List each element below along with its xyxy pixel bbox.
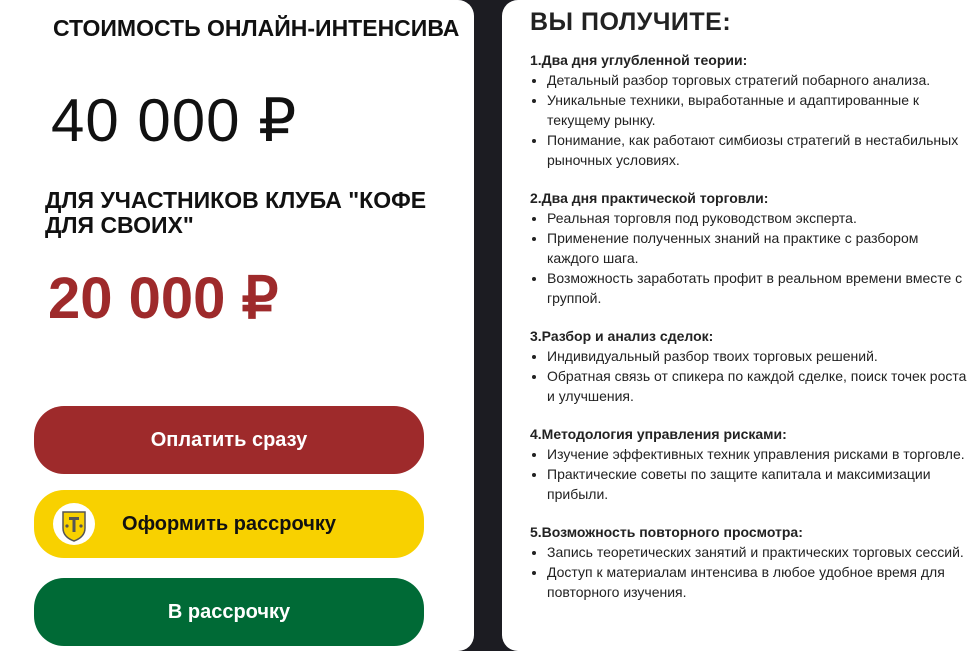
installment-label: В рассрочку <box>167 600 291 623</box>
benefit-section <box>530 326 970 406</box>
benefits-title: ВЫ ПОЛУЧИТЕ: <box>530 8 732 36</box>
benefit-bullet-list <box>530 346 970 406</box>
benefit-section <box>530 522 970 602</box>
installment-button[interactable] <box>34 578 424 646</box>
benefit-item: • Доступ к материалам интенсива в любое удобное время для повторного изучения. <box>547 562 970 602</box>
benefit-item: • Применение полученных знаний на практике с разбором каждого шага. <box>547 228 970 268</box>
benefit-item: • Запись теоретических занятий и практических торговых сессий. <box>547 542 970 562</box>
benefit-bullet-list <box>530 444 970 504</box>
benefit-item: • Практические советы по защите капитала и максимизации прибыли. <box>547 464 970 504</box>
benefit-item: • Индивидуальный разбор твоих торговых решений. <box>547 346 970 366</box>
benefit-item: • Понимание, как работают симбиозы стратегий в нестабильных рыночных условиях. <box>547 130 970 170</box>
benefit-section-title: 1.Два дня углубленной теории: <box>530 52 748 68</box>
benefit-item: • Детальный разбор торговых стратегий побарного анализа. <box>547 70 970 90</box>
benefit-bullet-list <box>530 70 970 170</box>
benefit-section-title: 3.Разбор и анализ сделок: <box>530 328 714 344</box>
benefit-bullet-list <box>530 542 970 602</box>
benefit-section <box>530 424 970 504</box>
pricing-panel <box>0 0 474 651</box>
benefit-section-title: 4.Методология управления рисками: <box>530 426 787 442</box>
benefit-section <box>530 188 970 308</box>
benefit-item: • Обратная связь от спикера по каждой сделке, поиск точек роста и улучшения. <box>547 366 970 406</box>
pay-now-button[interactable] <box>34 406 424 474</box>
price-heading: СТОИМОСТЬ ОНЛАЙН-ИНТЕНСИВА <box>53 15 460 41</box>
full-price: 40 000 ₽ <box>51 87 298 154</box>
benefit-item: • Возможность заработать профит в реальном времени вместе с группой. <box>547 268 970 308</box>
bank-logo-icon <box>52 502 96 546</box>
benefit-section-title: 5.Возможность повторного просмотра: <box>530 524 803 540</box>
pay-now-label: Оплатить сразу <box>150 428 308 451</box>
benefit-item: • Уникальные техники, выработанные и адаптированные к текущему рынку. <box>547 90 970 130</box>
benefit-section-title: 2.Два дня практической торговли: <box>530 190 769 206</box>
benefit-bullet-list <box>530 208 970 308</box>
credit-label: Оформить рассрочку <box>122 512 336 535</box>
benefits-list <box>530 50 970 620</box>
club-price-heading: ДЛЯ УЧАСТНИКОВ КЛУБА "КОФЕ ДЛЯ СВОИХ" <box>45 187 427 238</box>
credit-button[interactable] <box>34 490 424 558</box>
benefit-item: • Реальная торговля под руководством эксперта. <box>547 208 970 228</box>
club-price: 20 000 ₽ <box>48 266 279 331</box>
benefit-item: • Изучение эффективных техник управления рисками в торговле. <box>547 444 970 464</box>
benefit-section <box>530 50 970 170</box>
